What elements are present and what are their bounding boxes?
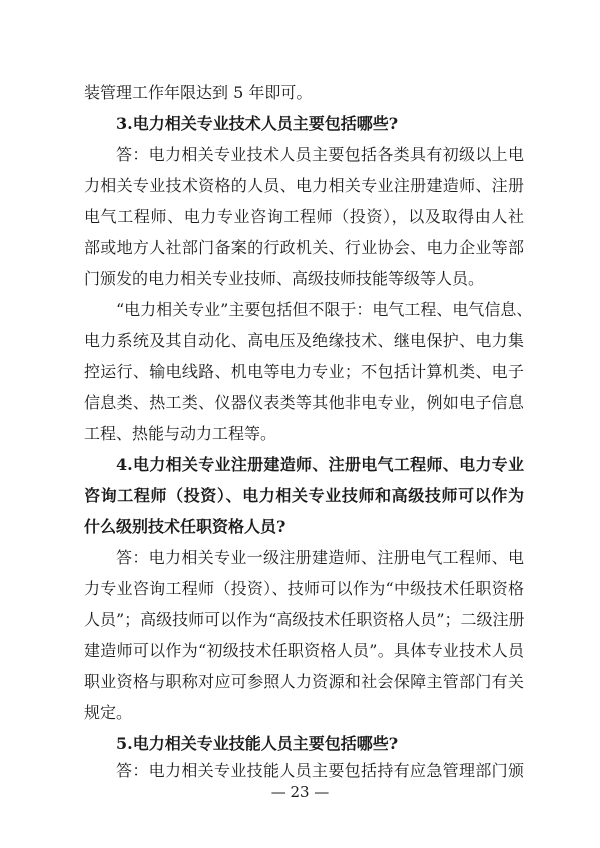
answer-text-line: 门颁发的电力相关专业技师、高级技师技能等级等人员。 xyxy=(84,269,485,288)
question-heading-4: 4.电力相关专业注册建造师、注册电气工程师、电力专业 xyxy=(116,455,524,474)
body-text-line: 工程、热能与动力工程等。 xyxy=(84,424,277,443)
answer-text-line: 人员”；高级技师可以作为“高级技术任职资格人员”；二级注册 xyxy=(84,610,525,629)
body-text-line: “电力相关专业”主要包括但不限于：电气工程、电气信息、 xyxy=(116,300,533,319)
answer-text-line: 答：电力相关专业技能人员主要包括持有应急管理部门颁 xyxy=(116,761,524,780)
question-heading-3: 3.电力相关专业技术人员主要包括哪些? xyxy=(116,114,399,133)
answer-text-line: 力专业咨询工程师（投资）、技师可以作为“中级技术任职资格 xyxy=(84,579,524,598)
body-text-line: 电力系统及其自动化、高电压及绝缘技术、继电保护、电力集 xyxy=(84,331,524,350)
question-heading-4: 什么级别技术任职资格人员? xyxy=(84,517,286,536)
answer-text-line: 职业资格与职称对应可参照人力资源和社会保障主管部门有关 xyxy=(84,672,524,691)
page-number: — 23 — xyxy=(270,783,330,801)
body-text-line: 控运行、输电线路、机电等电力专业；不包括计算机类、电子 xyxy=(84,362,524,381)
question-heading-4: 咨询工程师（投资）、电力相关专业技师和高级技师可以作为 xyxy=(84,486,524,505)
answer-text-line: 电气工程师、电力专业咨询工程师（投资），以及取得由人社 xyxy=(84,207,524,226)
question-heading-5: 5.电力相关专业技能人员主要包括哪些? xyxy=(116,734,399,753)
answer-text-line: 部或地方人社部门备案的行政机关、行业协会、电力企业等部 xyxy=(84,238,524,257)
body-text-line: 信息类、热工类、仪器仪表类等其他非电专业，例如电子信息 xyxy=(84,393,524,412)
answer-text-line: 答：电力相关专业技术人员主要包括各类具有初级以上电 xyxy=(116,145,524,164)
answer-text-line: 规定。 xyxy=(84,703,133,722)
body-text-line: 装管理工作年限达到 5 年即可。 xyxy=(84,83,313,102)
answer-text-line: 力相关专业技术资格的人员、电力相关专业注册建造师、注册 xyxy=(84,176,524,195)
answer-text-line: 建造师可以作为“初级技术任职资格人员”。具体专业技术人员 xyxy=(84,641,524,660)
answer-text-line: 答：电力相关专业一级注册建造师、注册电气工程师、电 xyxy=(116,548,524,567)
